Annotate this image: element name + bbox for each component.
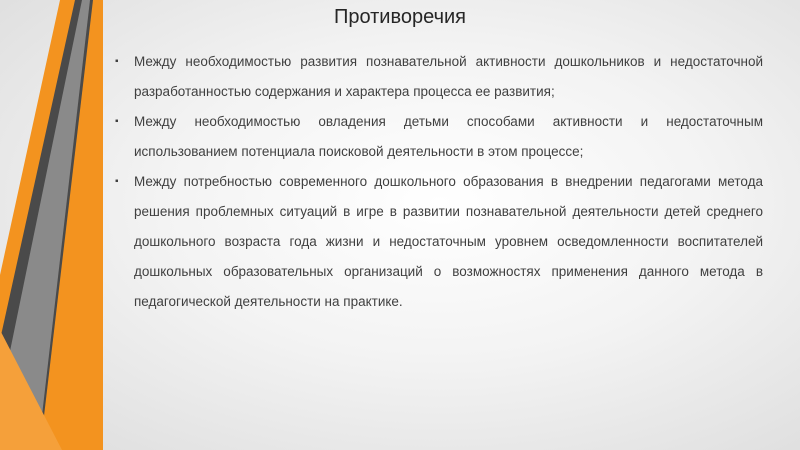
slide-title: Противоречия bbox=[333, 6, 467, 28]
bullet-marker-icon: ▪ bbox=[115, 116, 119, 127]
bullet-text: Между необходимостью развития познавательной активности дошкольников и недостаточной разработанностью содержания и характера процесса ее развития; bbox=[134, 54, 763, 99]
bullet-list bbox=[115, 47, 763, 317]
bullet-item bbox=[115, 107, 763, 167]
bullet-marker-icon: ▪ bbox=[115, 176, 119, 187]
bullet-text: Между необходимостью овладения детьми способами активности и недостаточным использованием потенциала поисковой деятельности в этом процессе; bbox=[134, 114, 763, 159]
bullet-text: Между потребностью современного дошкольного образования в внедрении педагогами метода решения проблемных ситуаций в игре в развитии познавательной деятельности детей среднего дошкольного возраста года жизни и недостаточным уровнем осведомленности воспитателей дошкольных образовательных организаций о возможностях применения данного метода в педагогической деятельности на практике. bbox=[134, 174, 763, 309]
bullet-marker-icon: ▪ bbox=[115, 56, 119, 67]
bullet-item bbox=[115, 47, 763, 107]
bullet-item bbox=[115, 167, 763, 317]
